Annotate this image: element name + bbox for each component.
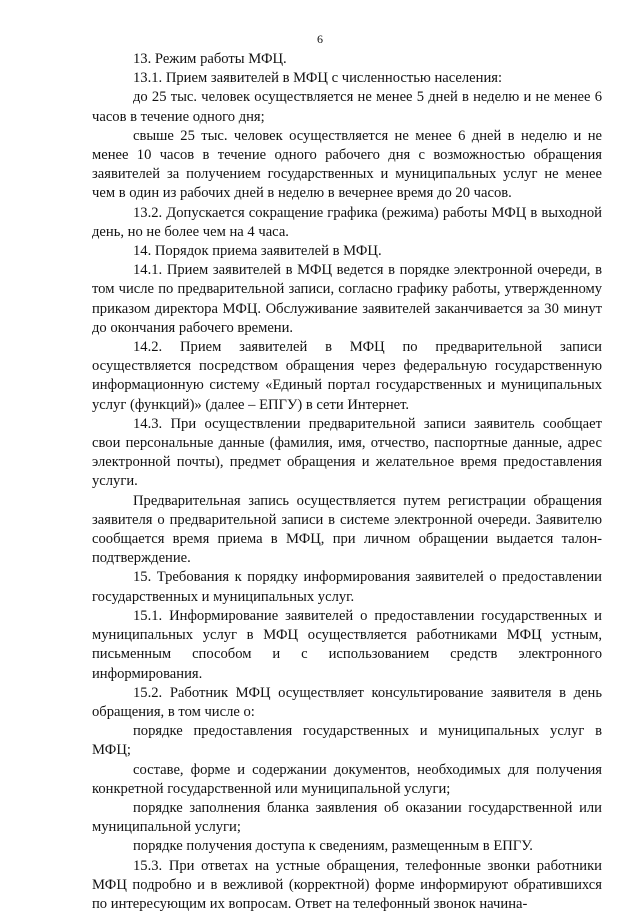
paragraph-15-2: 15.2. Работник МФЦ осуществляет консультирование заявителя в день обращения, в том числе о:: [92, 684, 602, 720]
paragraph-15-2-item-3: порядке заполнения бланка заявления об оказании государственной или муниципальной услуги;: [92, 799, 602, 836]
paragraph-13-1: 13.1. Прием заявителей в МФЦ с численностью населения:: [133, 70, 503, 87]
paragraph-15-1: 15.1. Информирование заявителей о предоставлении государственных и муниципальных услуг в МФЦ осуществляется работниками МФЦ устным, письменным способом и с использованием средств электронного информирования.: [92, 607, 602, 682]
paragraph-15-2-item-1: порядке предоставления государственных и муниципальных услуг в МФЦ;: [92, 723, 602, 759]
paragraph-13-1-large: свыше 25 тыс. человек осуществляется не менее 6 дней в неделю и не менее 10 часов в течение одного рабочего дня с возможностью обращения заявителей за получением государственных и муниципальных услуг не менее чем в один из рабочих дней в неделю в вечернее время до 20 часов.: [92, 127, 602, 202]
paragraph-15-2-item-4: порядке получения доступа к сведениям, размещенным в ЕПГУ.: [133, 838, 533, 855]
paragraph-15-3: 15.3. При ответах на устные обращения, телефонные звонки работники МФЦ подробно и в вежливой (корректной) форме информируют обратившихся по интересующим их вопросам. Ответ на телефонный звонок начина-: [92, 857, 602, 912]
paragraph-14-heading: 14. Порядок приема заявителей в МФЦ.: [133, 243, 382, 260]
paragraph-13-2: 13.2. Допускается сокращение графика (режима) работы МФЦ в выходной день, но не более чем на 4 часа.: [92, 204, 602, 240]
paragraph-14-3: 14.3. При осуществлении предварительной записи заявитель сообщает свои персональные данные (фамилия, имя, отчество, паспортные данные, адрес электронной почты), предмет обращения и желательное время предоставления услуги.: [92, 415, 602, 490]
paragraph-14-1: 14.1. Прием заявителей в МФЦ ведется в порядке электронной очереди, в том числе по предварительной записи, согласно графику работы, утвержденному приказом директора МФЦ. Обслуживание заявителей заканчивается за 30 минут до окончания рабочего времени.: [92, 262, 602, 336]
page-number: 6: [317, 32, 323, 46]
paragraph-13-heading: 13. Режим работы МФЦ.: [133, 51, 287, 67]
paragraph-15-heading: 15. Требования к порядку информирования заявителей о предоставлении государственных и муниципальных услуг.: [92, 569, 602, 605]
paragraph-14-3-continued: Предварительная запись осуществляется путем регистрации обращения заявителя о предварительной записи в системе электронной очереди. Заявителю сообщается время приема в МФЦ, при личном обращении выдается талон-подтверждение.: [92, 492, 602, 567]
document-body: [92, 50, 602, 914]
paragraph-13-1-small: до 25 тыс. человек осуществляется не менее 5 дней в неделю и не менее 6 часов в течение одного дня;: [92, 89, 602, 125]
paragraph-15-2-item-2: составе, форме и содержании документов, необходимых для получения конкретной государственной или муниципальной услуги;: [92, 761, 602, 797]
paragraph-14-2: 14.2. Прием заявителей в МФЦ по предварительной записи осуществляется посредством обращения через федеральную государственную информационную систему «Единый портал государственных и муниципальных услуг (функций)» (далее – ЕПГУ) в сети Интернет.: [92, 339, 602, 413]
